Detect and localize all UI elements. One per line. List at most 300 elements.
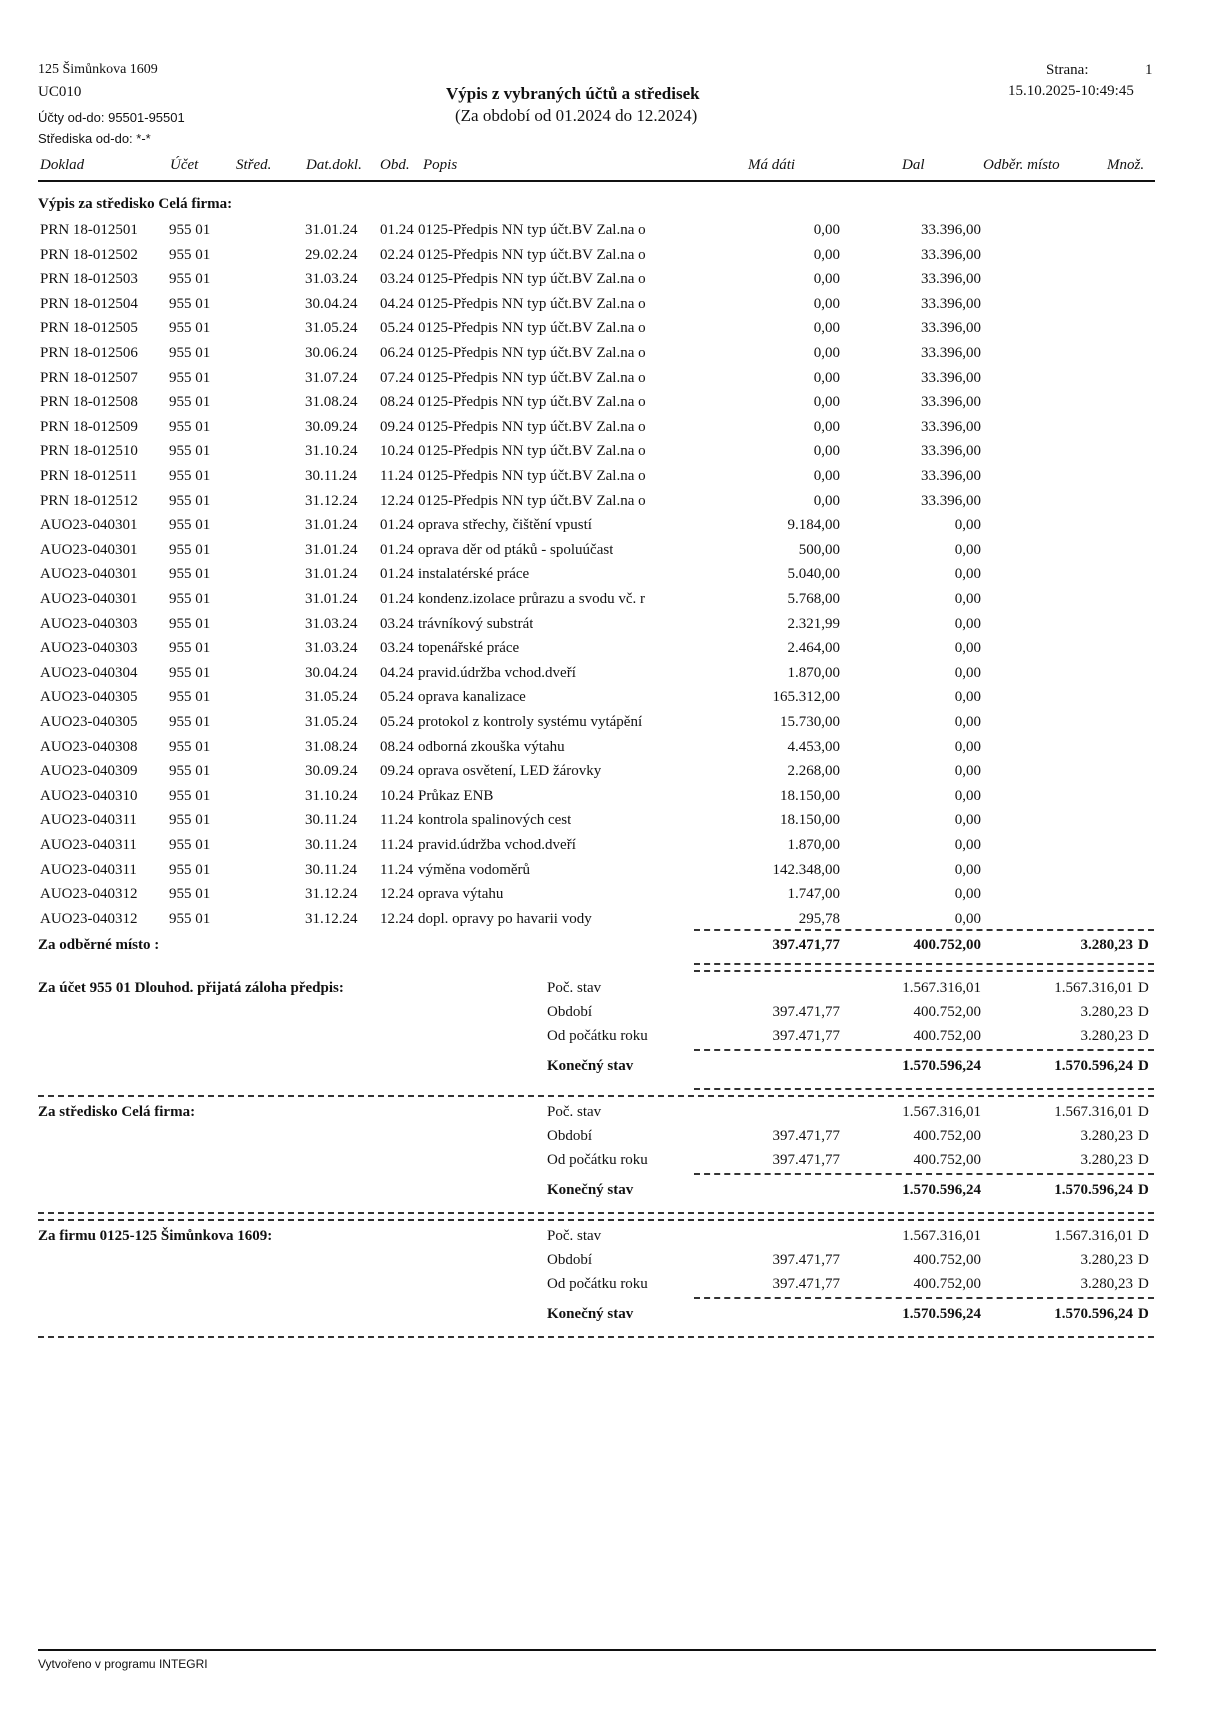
row-account: 955 01 bbox=[169, 394, 211, 411]
row-debit: 15.730,00 bbox=[780, 714, 840, 730]
ledger-row bbox=[0, 837, 1215, 861]
summary-line-debit: 397.471,77 bbox=[772, 1004, 840, 1020]
summary-line-label: Poč. stav bbox=[547, 980, 602, 996]
row-account: 955 01 bbox=[169, 492, 211, 509]
divider-dashed bbox=[694, 970, 1154, 972]
row-credit: 0,00 bbox=[954, 910, 981, 927]
row-date: 30.09.24 bbox=[305, 763, 358, 780]
summary-final-credit: 1.570.596,24 bbox=[902, 1306, 981, 1322]
summary-line-flag: D bbox=[1138, 1152, 1149, 1168]
row-document: AUO23-040301 bbox=[40, 591, 138, 607]
row-date: 31.03.24 bbox=[305, 640, 358, 657]
summary-line-label: Poč. stav bbox=[547, 1104, 602, 1120]
summary-line-debit: 397.471,77 bbox=[772, 1128, 840, 1144]
row-debit: 5.040,00 bbox=[787, 566, 840, 583]
row-document: PRN 18-012502 bbox=[40, 246, 138, 263]
row-credit: 0,00 bbox=[954, 517, 981, 534]
summary-line-debit: 397.471,77 bbox=[772, 1028, 840, 1044]
ledger-row bbox=[0, 911, 1215, 935]
row-credit: 33.396,00 bbox=[921, 271, 981, 288]
summary-line-flag: D bbox=[1138, 1028, 1149, 1044]
row-account: 955 01 bbox=[169, 295, 211, 312]
row-credit: 33.396,00 bbox=[921, 369, 981, 386]
row-date: 31.08.24 bbox=[305, 738, 358, 755]
row-credit: 0,00 bbox=[954, 541, 981, 558]
row-date: 31.05.24 bbox=[305, 689, 358, 706]
row-period: 01.24 bbox=[380, 517, 414, 534]
ledger-row bbox=[0, 370, 1215, 394]
row-description: trávníkový substrát bbox=[418, 615, 534, 632]
summary-title: Za středisko Celá firma: bbox=[38, 1104, 196, 1120]
row-credit: 33.396,00 bbox=[921, 492, 981, 509]
row-description: 0125-Předpis NN typ účt.BV Zal.na o bbox=[418, 418, 646, 435]
ledger-row bbox=[0, 616, 1215, 640]
row-account: 955 01 bbox=[169, 591, 211, 607]
row-account: 955 01 bbox=[169, 345, 211, 361]
row-period: 10.24 bbox=[380, 443, 414, 460]
row-date: 31.01.24 bbox=[305, 541, 358, 558]
divider-dashed bbox=[694, 1297, 1154, 1299]
row-credit: 33.396,00 bbox=[921, 443, 981, 460]
summary-line-flag: D bbox=[1138, 1276, 1149, 1292]
ledger-row bbox=[0, 443, 1215, 467]
row-description: 0125-Předpis NN typ účt.BV Zal.na o bbox=[418, 492, 646, 509]
row-description: 0125-Předpis NN typ účt.BV Zal.na o bbox=[418, 222, 646, 238]
ledger-row bbox=[0, 247, 1215, 271]
row-credit: 0,00 bbox=[954, 886, 981, 903]
row-account: 955 01 bbox=[169, 222, 211, 238]
report-code: UC010 bbox=[38, 84, 82, 100]
divider-dashed bbox=[694, 963, 1154, 965]
row-account: 955 01 bbox=[169, 566, 211, 583]
row-period: 09.24 bbox=[380, 763, 414, 780]
ledger-row bbox=[0, 345, 1215, 369]
summary-line-flag: D bbox=[1138, 980, 1149, 996]
summary-line-flag: D bbox=[1138, 1004, 1149, 1020]
summary-line-credit: 1.567.316,01 bbox=[902, 1104, 981, 1120]
page-label: Strana: bbox=[1046, 62, 1089, 78]
summary-final-credit: 1.570.596,24 bbox=[902, 1182, 981, 1198]
summary-line-credit: 400.752,00 bbox=[913, 1004, 981, 1020]
row-credit: 33.396,00 bbox=[921, 222, 981, 238]
row-description: kondenz.izolace průrazu a svodu vč. r bbox=[418, 591, 645, 607]
ledger-row bbox=[0, 886, 1215, 910]
row-debit: 0,00 bbox=[813, 320, 840, 337]
row-document: AUO23-040312 bbox=[40, 886, 138, 903]
row-credit: 0,00 bbox=[954, 640, 981, 657]
summary-line-balance: 3.280,23 bbox=[1080, 1028, 1133, 1044]
row-account: 955 01 bbox=[169, 443, 211, 460]
row-date: 30.11.24 bbox=[305, 468, 357, 484]
row-document: AUO23-040305 bbox=[40, 689, 138, 706]
row-date: 30.11.24 bbox=[305, 812, 357, 829]
consumption-total-credit: 400.752,00 bbox=[913, 937, 981, 953]
row-period: 01.24 bbox=[380, 591, 414, 607]
summary-line-flag: D bbox=[1138, 1104, 1149, 1120]
row-debit: 18.150,00 bbox=[780, 812, 840, 829]
summary-line-credit: 1.567.316,01 bbox=[902, 1228, 981, 1244]
row-period: 12.24 bbox=[380, 910, 414, 927]
row-document: PRN 18-012512 bbox=[40, 492, 138, 509]
row-credit: 0,00 bbox=[954, 615, 981, 632]
row-document: PRN 18-012511 bbox=[40, 468, 138, 484]
col-doklad: Doklad bbox=[40, 157, 85, 173]
row-document: AUO23-040303 bbox=[40, 640, 138, 657]
summary-line-balance: 1.567.316,01 bbox=[1054, 1104, 1133, 1120]
summary-final-flag: D bbox=[1138, 1182, 1149, 1198]
footer-created-with: Vytvořeno v programu INTEGRI bbox=[38, 1657, 208, 1671]
divider-dashed bbox=[38, 1095, 1154, 1097]
summary-line-credit: 400.752,00 bbox=[913, 1252, 981, 1268]
summary-line-label: Období bbox=[547, 1004, 592, 1020]
col-stred: Střed. bbox=[236, 157, 272, 173]
row-debit: 0,00 bbox=[813, 345, 840, 361]
summary-line-credit: 400.752,00 bbox=[913, 1028, 981, 1044]
row-credit: 33.396,00 bbox=[921, 320, 981, 337]
ledger-row bbox=[0, 714, 1215, 738]
summary-line-label: Období bbox=[547, 1128, 592, 1144]
summary-line-balance: 1.567.316,01 bbox=[1054, 1228, 1133, 1244]
ledger-row bbox=[0, 812, 1215, 836]
row-credit: 0,00 bbox=[954, 591, 981, 607]
row-description: 0125-Předpis NN typ účt.BV Zal.na o bbox=[418, 246, 646, 263]
row-description: 0125-Předpis NN typ účt.BV Zal.na o bbox=[418, 369, 646, 386]
row-period: 07.24 bbox=[380, 369, 414, 386]
row-period: 02.24 bbox=[380, 246, 414, 263]
ledger-row bbox=[0, 468, 1215, 492]
row-date: 30.04.24 bbox=[305, 664, 358, 681]
ledger-row bbox=[0, 763, 1215, 787]
row-account: 955 01 bbox=[169, 369, 211, 386]
row-period: 11.24 bbox=[380, 861, 414, 878]
ledger-row bbox=[0, 665, 1215, 689]
summary-final-balance: 1.570.596,24 bbox=[1054, 1182, 1133, 1198]
row-debit: 0,00 bbox=[813, 492, 840, 509]
row-debit: 2.268,00 bbox=[787, 763, 840, 780]
row-account: 955 01 bbox=[169, 246, 211, 263]
row-document: PRN 18-012504 bbox=[40, 295, 138, 312]
summary-line-flag: D bbox=[1138, 1228, 1149, 1244]
company-name: 125 Šimůnkova 1609 bbox=[38, 62, 158, 77]
row-description: oprava kanalizace bbox=[418, 689, 526, 706]
col-odbermisto: Odběr. místo bbox=[983, 157, 1060, 173]
row-debit: 1.747,00 bbox=[787, 886, 840, 903]
row-debit: 295,78 bbox=[798, 910, 840, 927]
col-obd: Obd. bbox=[380, 157, 410, 173]
row-account: 955 01 bbox=[169, 271, 211, 288]
summary-line-credit: 1.567.316,01 bbox=[902, 980, 981, 996]
row-account: 955 01 bbox=[169, 763, 211, 780]
row-date: 30.06.24 bbox=[305, 345, 358, 361]
ledger-row bbox=[0, 689, 1215, 713]
row-description: 0125-Předpis NN typ účt.BV Zal.na o bbox=[418, 394, 646, 411]
report-title: Výpis z vybraných účtů a středisek bbox=[446, 84, 700, 103]
row-account: 955 01 bbox=[169, 861, 211, 878]
row-description: oprava výtahu bbox=[418, 886, 504, 903]
summary-final-flag: D bbox=[1138, 1306, 1149, 1322]
ledger-row bbox=[0, 493, 1215, 517]
divider-dashed bbox=[694, 1049, 1154, 1051]
row-account: 955 01 bbox=[169, 320, 211, 337]
row-document: AUO23-040311 bbox=[40, 837, 137, 853]
consumption-total-balance: 3.280,23 bbox=[1080, 937, 1133, 953]
summary-title: Za firmu 0125-125 Šimůnkova 1609: bbox=[38, 1228, 273, 1244]
row-credit: 33.396,00 bbox=[921, 246, 981, 263]
row-document: PRN 18-012505 bbox=[40, 320, 138, 337]
divider-dashed bbox=[694, 929, 1154, 931]
row-credit: 33.396,00 bbox=[921, 295, 981, 312]
row-date: 29.02.24 bbox=[305, 246, 358, 263]
ledger-row bbox=[0, 222, 1215, 246]
row-date: 31.12.24 bbox=[305, 492, 358, 509]
row-document: AUO23-040303 bbox=[40, 615, 138, 632]
accounts-range: Účty od-do: 95501-95501 bbox=[38, 110, 185, 125]
row-period: 03.24 bbox=[380, 640, 414, 657]
row-date: 31.10.24 bbox=[305, 443, 358, 460]
row-document: PRN 18-012503 bbox=[40, 271, 138, 288]
row-debit: 0,00 bbox=[813, 418, 840, 435]
summary-final-balance: 1.570.596,24 bbox=[1054, 1306, 1133, 1322]
row-date: 30.11.24 bbox=[305, 861, 357, 878]
row-description: protokol z kontroly systému vytápění bbox=[418, 714, 643, 730]
row-document: AUO23-040304 bbox=[40, 664, 138, 681]
row-period: 11.24 bbox=[380, 837, 414, 853]
summary-line-flag: D bbox=[1138, 1252, 1149, 1268]
row-debit: 1.870,00 bbox=[787, 837, 840, 853]
row-period: 06.24 bbox=[380, 345, 414, 361]
ledger-row bbox=[0, 542, 1215, 566]
row-date: 31.03.24 bbox=[305, 271, 358, 288]
row-description: pravid.údržba vchod.dveří bbox=[418, 837, 576, 853]
row-debit: 1.870,00 bbox=[787, 664, 840, 681]
row-credit: 0,00 bbox=[954, 787, 981, 804]
row-date: 31.01.24 bbox=[305, 566, 358, 583]
col-ucet: Účet bbox=[170, 157, 199, 173]
summary-line-label: Poč. stav bbox=[547, 1228, 602, 1244]
row-description: 0125-Předpis NN typ účt.BV Zal.na o bbox=[418, 320, 646, 337]
row-period: 10.24 bbox=[380, 787, 414, 804]
summary-line-label: Období bbox=[547, 1252, 592, 1268]
row-document: PRN 18-012501 bbox=[40, 222, 138, 238]
row-account: 955 01 bbox=[169, 787, 211, 804]
footer-rule bbox=[38, 1649, 1156, 1651]
summary-line-label: Od počátku roku bbox=[547, 1152, 648, 1168]
row-document: PRN 18-012506 bbox=[40, 345, 138, 361]
ledger-row bbox=[0, 517, 1215, 541]
row-description: pravid.údržba vchod.dveří bbox=[418, 664, 576, 681]
row-period: 03.24 bbox=[380, 615, 414, 632]
summary-final-balance: 1.570.596,24 bbox=[1054, 1058, 1133, 1074]
summary-line-label: Od počátku roku bbox=[547, 1028, 648, 1044]
row-period: 05.24 bbox=[380, 320, 414, 337]
row-date: 31.07.24 bbox=[305, 369, 358, 386]
col-dal: Dal bbox=[902, 157, 925, 173]
row-credit: 0,00 bbox=[954, 837, 981, 853]
summary-final-label: Konečný stav bbox=[547, 1306, 634, 1322]
ledger-row bbox=[0, 788, 1215, 812]
summary-line-debit: 397.471,77 bbox=[772, 1252, 840, 1268]
row-date: 31.05.24 bbox=[305, 714, 358, 730]
row-account: 955 01 bbox=[169, 689, 211, 706]
ledger-row bbox=[0, 296, 1215, 320]
row-debit: 0,00 bbox=[813, 394, 840, 411]
row-account: 955 01 bbox=[169, 738, 211, 755]
ledger-row bbox=[0, 862, 1215, 886]
consumption-total-flag: D bbox=[1138, 937, 1149, 953]
row-document: AUO23-040311 bbox=[40, 812, 137, 829]
row-credit: 0,00 bbox=[954, 812, 981, 829]
divider-dashed bbox=[38, 1219, 1154, 1221]
row-debit: 2.464,00 bbox=[787, 640, 840, 657]
row-document: AUO23-040305 bbox=[40, 714, 138, 730]
summary-title: Za účet 955 01 Dlouhod. přijatá záloha předpis: bbox=[38, 980, 344, 996]
row-description: 0125-Předpis NN typ účt.BV Zal.na o bbox=[418, 345, 646, 361]
centers-range: Střediska od-do: *-* bbox=[38, 131, 151, 146]
row-credit: 33.396,00 bbox=[921, 418, 981, 435]
section-title: Výpis za středisko Celá firma: bbox=[38, 196, 233, 212]
row-period: 01.24 bbox=[380, 222, 414, 238]
row-date: 31.03.24 bbox=[305, 615, 358, 632]
row-document: AUO23-040311 bbox=[40, 861, 137, 878]
row-period: 04.24 bbox=[380, 295, 414, 312]
row-date: 30.11.24 bbox=[305, 837, 357, 853]
row-debit: 0,00 bbox=[813, 369, 840, 386]
row-period: 11.24 bbox=[380, 468, 414, 484]
row-period: 12.24 bbox=[380, 492, 414, 509]
print-timestamp: 15.10.2025-10:49:45 bbox=[1008, 83, 1134, 99]
row-description: Průkaz ENB bbox=[418, 787, 494, 804]
row-credit: 0,00 bbox=[954, 738, 981, 755]
row-description: oprava střechy, čištění vpustí bbox=[418, 517, 592, 534]
row-period: 03.24 bbox=[380, 271, 414, 288]
row-description: 0125-Předpis NN typ účt.BV Zal.na o bbox=[418, 271, 646, 288]
summary-final-flag: D bbox=[1138, 1058, 1149, 1074]
row-date: 31.12.24 bbox=[305, 886, 358, 903]
row-account: 955 01 bbox=[169, 837, 211, 853]
row-date: 30.09.24 bbox=[305, 418, 358, 435]
row-description: 0125-Předpis NN typ účt.BV Zal.na o bbox=[418, 295, 646, 312]
row-description: instalatérské práce bbox=[418, 566, 530, 583]
row-document: AUO23-040301 bbox=[40, 517, 138, 534]
ledger-row bbox=[0, 419, 1215, 443]
summary-line-balance: 1.567.316,01 bbox=[1054, 980, 1133, 996]
row-account: 955 01 bbox=[169, 640, 211, 657]
row-debit: 0,00 bbox=[813, 271, 840, 288]
summary-final-label: Konečný stav bbox=[547, 1058, 634, 1074]
row-debit: 0,00 bbox=[813, 246, 840, 263]
summary-line-balance: 3.280,23 bbox=[1080, 1252, 1133, 1268]
summary-line-label: Od počátku roku bbox=[547, 1276, 648, 1292]
row-date: 31.10.24 bbox=[305, 787, 358, 804]
col-datdokl: Dat.dokl. bbox=[306, 157, 362, 173]
summary-line-credit: 400.752,00 bbox=[913, 1128, 981, 1144]
summary-final-label: Konečný stav bbox=[547, 1182, 634, 1198]
row-account: 955 01 bbox=[169, 812, 211, 829]
consumption-total-debit: 397.471,77 bbox=[772, 937, 840, 953]
row-period: 09.24 bbox=[380, 418, 414, 435]
row-document: PRN 18-012509 bbox=[40, 418, 138, 435]
row-account: 955 01 bbox=[169, 468, 211, 484]
report-subtitle: (Za období od 01.2024 do 12.2024) bbox=[455, 106, 698, 125]
row-debit: 0,00 bbox=[813, 222, 840, 238]
page-number: 1 bbox=[1145, 62, 1153, 78]
row-date: 31.12.24 bbox=[305, 910, 358, 927]
summary-line-balance: 3.280,23 bbox=[1080, 1128, 1133, 1144]
header-rule bbox=[38, 180, 1155, 182]
summary-line-flag: D bbox=[1138, 1128, 1149, 1144]
row-period: 01.24 bbox=[380, 566, 414, 583]
divider-dashed bbox=[694, 1173, 1154, 1175]
row-account: 955 01 bbox=[169, 541, 211, 558]
row-debit: 500,00 bbox=[798, 541, 840, 558]
consumption-total-label: Za odběrné místo : bbox=[38, 937, 160, 953]
row-document: AUO23-040308 bbox=[40, 738, 138, 755]
row-account: 955 01 bbox=[169, 418, 211, 435]
row-credit: 0,00 bbox=[954, 714, 981, 730]
row-credit: 0,00 bbox=[954, 689, 981, 706]
row-description: 0125-Předpis NN typ účt.BV Zal.na o bbox=[418, 443, 646, 460]
row-credit: 0,00 bbox=[954, 664, 981, 681]
row-debit: 4.453,00 bbox=[787, 738, 840, 755]
summary-line-balance: 3.280,23 bbox=[1080, 1276, 1133, 1292]
row-debit: 18.150,00 bbox=[780, 787, 840, 804]
row-account: 955 01 bbox=[169, 910, 211, 927]
row-period: 11.24 bbox=[380, 812, 414, 829]
summary-line-credit: 400.752,00 bbox=[913, 1152, 981, 1168]
ledger-row bbox=[0, 566, 1215, 590]
summary-line-balance: 3.280,23 bbox=[1080, 1152, 1133, 1168]
divider-dashed bbox=[38, 1212, 1154, 1214]
row-description: 0125-Předpis NN typ účt.BV Zal.na o bbox=[418, 468, 646, 484]
row-debit: 0,00 bbox=[813, 443, 840, 460]
row-credit: 0,00 bbox=[954, 763, 981, 780]
row-document: AUO23-040309 bbox=[40, 763, 138, 780]
ledger-row bbox=[0, 320, 1215, 344]
row-description: topenářské práce bbox=[418, 640, 520, 657]
row-credit: 33.396,00 bbox=[921, 345, 981, 361]
row-period: 12.24 bbox=[380, 886, 414, 903]
row-date: 31.01.24 bbox=[305, 517, 358, 534]
ledger-row bbox=[0, 394, 1215, 418]
row-credit: 0,00 bbox=[954, 566, 981, 583]
row-period: 08.24 bbox=[380, 394, 414, 411]
row-document: AUO23-040312 bbox=[40, 910, 138, 927]
ledger-row bbox=[0, 591, 1215, 615]
row-period: 05.24 bbox=[380, 689, 414, 706]
row-credit: 0,00 bbox=[954, 861, 981, 878]
row-description: oprava děr od ptáků - spoluúčast bbox=[418, 541, 614, 558]
row-account: 955 01 bbox=[169, 664, 211, 681]
summary-line-credit: 400.752,00 bbox=[913, 1276, 981, 1292]
summary-line-debit: 397.471,77 bbox=[772, 1152, 840, 1168]
summary-line-debit: 397.471,77 bbox=[772, 1276, 840, 1292]
summary-final-credit: 1.570.596,24 bbox=[902, 1058, 981, 1074]
divider-dashed bbox=[38, 1336, 1154, 1338]
row-date: 31.08.24 bbox=[305, 394, 358, 411]
row-document: AUO23-040301 bbox=[40, 541, 138, 558]
row-document: AUO23-040310 bbox=[40, 787, 138, 804]
row-debit: 165.312,00 bbox=[772, 689, 840, 706]
row-description: výměna vodoměrů bbox=[418, 861, 531, 878]
row-description: odborná zkouška výtahu bbox=[418, 738, 565, 755]
row-document: PRN 18-012508 bbox=[40, 394, 138, 411]
row-description: oprava osvětení, LED žárovky bbox=[418, 763, 602, 780]
row-document: PRN 18-012510 bbox=[40, 443, 138, 460]
row-date: 31.01.24 bbox=[305, 591, 358, 607]
col-popis: Popis bbox=[423, 157, 458, 173]
row-period: 05.24 bbox=[380, 714, 414, 730]
row-credit: 33.396,00 bbox=[921, 468, 981, 484]
